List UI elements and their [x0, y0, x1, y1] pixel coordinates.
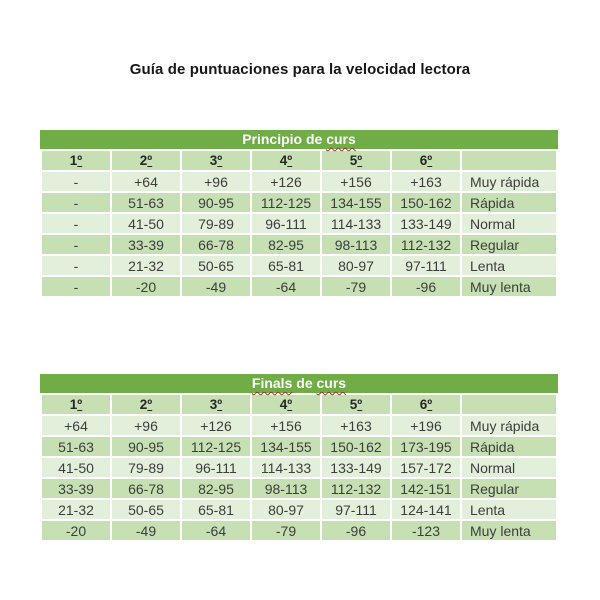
ordinal-indicator: º [357, 153, 363, 168]
table-row [41, 276, 557, 297]
speed-label-cell: Lenta [461, 255, 557, 276]
score-cell: -20 [111, 276, 181, 297]
ordinal-indicator: º [77, 397, 83, 412]
score-cell: 114-133 [251, 457, 321, 478]
score-cell: 134-155 [251, 436, 321, 457]
table-principio-de-curs [40, 130, 558, 298]
speed-label-cell: Muy lenta [461, 520, 557, 541]
table-row [41, 478, 557, 499]
score-cell: +64 [41, 415, 111, 436]
ordinal-indicator: º [147, 397, 153, 412]
page-title: Guía de puntuaciones para la velocidad lectora [129, 61, 471, 78]
score-cell: +96 [111, 415, 181, 436]
score-cell: 124-141 [391, 499, 461, 520]
column-header [461, 150, 557, 171]
column-header: 2º [111, 150, 181, 171]
column-header: 1º [41, 394, 111, 415]
score-cell: 142-151 [391, 478, 461, 499]
table-row [41, 457, 557, 478]
score-cell: 50-65 [111, 499, 181, 520]
score-cell: 112-132 [391, 234, 461, 255]
table-row [41, 192, 557, 213]
score-cell: -96 [391, 276, 461, 297]
score-table [40, 393, 558, 542]
score-cell: - [41, 276, 111, 297]
score-cell: +196 [391, 415, 461, 436]
score-cell: 66-78 [181, 234, 251, 255]
score-cell: 96-111 [181, 457, 251, 478]
score-cell: 65-81 [251, 255, 321, 276]
column-header-row [41, 150, 557, 171]
score-cell: -123 [391, 520, 461, 541]
score-cell: - [41, 192, 111, 213]
column-header: 5º [321, 394, 391, 415]
speed-label-cell: Rápida [461, 436, 557, 457]
ordinal-indicator: º [147, 153, 153, 168]
score-cell: -64 [181, 520, 251, 541]
score-cell: 66-78 [111, 478, 181, 499]
score-cell: +156 [321, 171, 391, 192]
table-title-text: Principio de [242, 131, 327, 147]
ordinal-indicator: º [427, 153, 433, 168]
score-cell: -64 [251, 276, 321, 297]
column-header: 3º [181, 150, 251, 171]
score-cell: +64 [111, 171, 181, 192]
score-cell: +163 [321, 415, 391, 436]
score-table [40, 149, 558, 298]
table-title-band [40, 374, 558, 393]
speed-label-cell: Normal [461, 457, 557, 478]
speed-label-cell: Regular [461, 478, 557, 499]
speed-label-cell: Regular [461, 234, 557, 255]
score-cell: 82-95 [251, 234, 321, 255]
table-row [41, 213, 557, 234]
misspelled-word: curs [326, 131, 356, 147]
score-cell: 65-81 [181, 499, 251, 520]
score-cell: 82-95 [181, 478, 251, 499]
score-cell: 157-172 [391, 457, 461, 478]
score-cell: 96-111 [251, 213, 321, 234]
ordinal-indicator: º [217, 153, 223, 168]
score-cell: +126 [251, 171, 321, 192]
score-cell: +163 [391, 171, 461, 192]
score-cell: 97-111 [321, 499, 391, 520]
score-cell: 80-97 [251, 499, 321, 520]
column-header-row [41, 394, 557, 415]
score-cell: 114-133 [321, 213, 391, 234]
score-cell: -96 [321, 520, 391, 541]
score-cell: 133-149 [391, 213, 461, 234]
score-cell: +156 [251, 415, 321, 436]
table-title-text: de [292, 375, 317, 391]
score-cell: 90-95 [181, 192, 251, 213]
score-cell: - [41, 255, 111, 276]
table-finals-de-curs [40, 374, 558, 542]
score-cell: - [41, 171, 111, 192]
score-cell: 21-32 [41, 499, 111, 520]
ordinal-indicator: º [217, 397, 223, 412]
column-header: 4º [251, 394, 321, 415]
score-cell: 79-89 [111, 457, 181, 478]
score-cell: 33-39 [41, 478, 111, 499]
column-header: 5º [321, 150, 391, 171]
score-cell: 51-63 [41, 436, 111, 457]
score-cell: 173-195 [391, 436, 461, 457]
score-cell: 50-65 [181, 255, 251, 276]
score-cell: 90-95 [111, 436, 181, 457]
misspelled-word: curs [316, 375, 347, 391]
table-row [41, 415, 557, 436]
speed-label-cell: Lenta [461, 499, 557, 520]
speed-label-cell: Muy rápida [461, 171, 557, 192]
column-header: 3º [181, 394, 251, 415]
score-cell: +126 [181, 415, 251, 436]
column-header: 2º [111, 394, 181, 415]
score-cell: 21-32 [111, 255, 181, 276]
column-header: 1º [41, 150, 111, 171]
score-cell: 33-39 [111, 234, 181, 255]
column-header [461, 394, 557, 415]
column-header: 6º [391, 150, 461, 171]
score-cell: 112-125 [181, 436, 251, 457]
score-cell: -79 [321, 276, 391, 297]
ordinal-indicator: º [287, 397, 293, 412]
score-cell: -49 [111, 520, 181, 541]
score-cell: 98-113 [251, 478, 321, 499]
score-cell: - [41, 213, 111, 234]
score-cell: 112-132 [321, 478, 391, 499]
score-cell: 133-149 [321, 457, 391, 478]
score-cell: 150-162 [321, 436, 391, 457]
score-cell: 41-50 [41, 457, 111, 478]
table-row [41, 255, 557, 276]
ordinal-indicator: º [77, 153, 83, 168]
score-cell: - [41, 234, 111, 255]
score-cell: -20 [41, 520, 111, 541]
speed-label-cell: Muy rápida [461, 415, 557, 436]
score-cell: 80-97 [321, 255, 391, 276]
column-header: 4º [251, 150, 321, 171]
table-row [41, 520, 557, 541]
table-row [41, 499, 557, 520]
speed-label-cell: Rápida [461, 192, 557, 213]
score-cell: -49 [181, 276, 251, 297]
ordinal-indicator: º [357, 397, 363, 412]
score-cell: 41-50 [111, 213, 181, 234]
table-row [41, 436, 557, 457]
speed-label-cell: Muy lenta [461, 276, 557, 297]
score-cell: -79 [251, 520, 321, 541]
table-row [41, 234, 557, 255]
score-cell: 51-63 [111, 192, 181, 213]
ordinal-indicator: º [427, 397, 433, 412]
column-header: 6º [391, 394, 461, 415]
ordinal-indicator: º [287, 153, 293, 168]
speed-label-cell: Normal [461, 213, 557, 234]
table-title-band [40, 130, 558, 149]
table-row [41, 171, 557, 192]
score-cell: 134-155 [321, 192, 391, 213]
score-cell: 97-111 [391, 255, 461, 276]
score-cell: 150-162 [391, 192, 461, 213]
score-cell: 112-125 [251, 192, 321, 213]
misspelled-word: Finals [251, 375, 293, 391]
score-cell: +96 [181, 171, 251, 192]
score-cell: 79-89 [181, 213, 251, 234]
score-cell: 98-113 [321, 234, 391, 255]
